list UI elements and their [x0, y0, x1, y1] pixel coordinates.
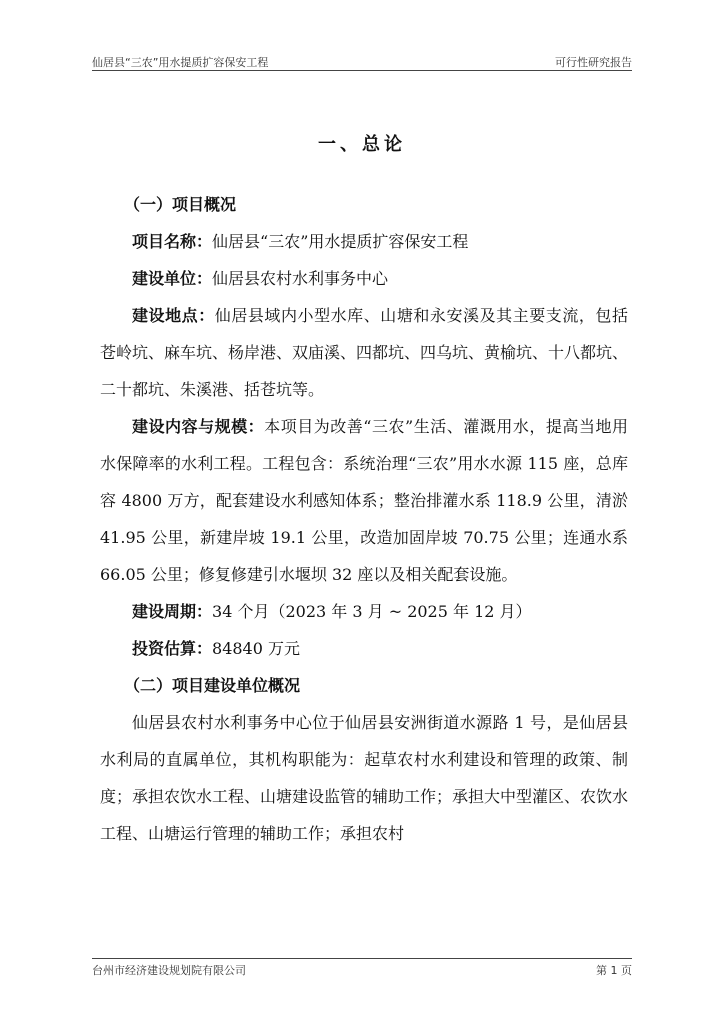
header-report-type: 可行性研究报告	[555, 56, 632, 69]
construction-content-paragraph	[100, 408, 628, 593]
unit-overview-paragraph: 仙居县农村水利事务中心位于仙居县安洲街道水源路 1 号，是仙居县水利局的直属单位，其机构职能为：起草农村水利建设和管理的政策、制度；承担农饮水工程、山塘建设监管的辅助工作；承担大中型灌区、农饮水工程、山塘运行管理的辅助工作；承担农村	[100, 713, 629, 843]
construction-site-value: 仙居县域内小型水库、山塘和永安溪及其主要支流，包括苍岭坑、麻车坑、杨岸港、双庙溪、四都坑、四乌坑、黄榆坑、十八都坑、二十都坑、朱溪港、括苍坑等。	[100, 306, 629, 399]
construction-site-label: 建设地点：	[132, 306, 215, 325]
construction-period-value: 34 个月（2023 年 3 月 ~ 2025 年 12 月）	[212, 602, 532, 621]
investment-estimate-value: 84840 万元	[212, 639, 301, 658]
investment-estimate-label: 投资估算：	[132, 639, 213, 658]
construction-period-label: 建设周期：	[132, 602, 213, 621]
section-heading-project-overview: （一）项目概况	[124, 195, 237, 214]
page-footer	[92, 958, 632, 977]
section-heading-unit-overview: （二）项目建设单位概况	[124, 676, 301, 695]
construction-content-value: 本项目为改善“三农”生活、灌溉用水，提高当地用水保障率的水利工程。工程包含：系统治理“三农”用水水源 115 座，总库容 4800 万方，配套建设水利感知体系；整治排灌水系 118.9 公里，清淤 41.95 公里，新建岸坡 19.1 公里，改造加固岸坡 70.75 公里；连通水系 66.05 公里；修复修建引水堰坝 32 座以及相关配套设施。	[100, 417, 628, 584]
construction-content-label: 建设内容与规模：	[132, 417, 265, 436]
footer-company-name: 台州市经济建设规划院有限公司	[92, 964, 246, 977]
investment-estimate-line	[100, 630, 628, 667]
document-body	[100, 186, 628, 852]
header-project-name: 仙居县“三农”用水提质扩容保安工程	[92, 56, 269, 69]
construction-site-paragraph	[100, 297, 628, 408]
project-name-value: 仙居县“三农”用水提质扩容保安工程	[212, 232, 469, 251]
construction-unit-line	[100, 260, 628, 297]
chapter-title: 一、总论	[318, 134, 406, 155]
project-name-line	[100, 223, 628, 260]
construction-unit-value: 仙居县农村水利事务中心	[212, 269, 389, 288]
construction-unit-label: 建设单位：	[132, 269, 213, 288]
construction-period-line	[100, 593, 628, 630]
page-header	[92, 52, 632, 71]
project-name-label: 项目名称：	[132, 232, 213, 251]
page-number: 第 1 页	[596, 964, 632, 977]
